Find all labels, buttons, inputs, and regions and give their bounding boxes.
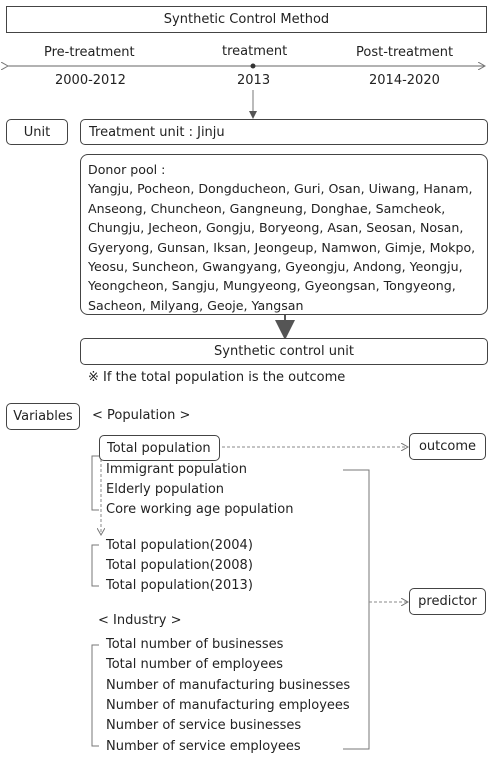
population-item: Core working age population: [106, 502, 294, 517]
variables-label: Variables: [13, 409, 73, 424]
industry-bracket: [92, 645, 99, 746]
donor-pool-line: Anseong, Chuncheon, Gangneung, Donghae, Samcheok,: [88, 200, 446, 216]
industry-item: Total number of businesses: [106, 637, 284, 652]
donor-pool-line: Yeosu, Suncheon, Gwangyang, Gyeongju, Andong, Yeongju,: [88, 259, 463, 275]
donor-pool-line: Yeongcheon, Sangju, Mungyeong, Gyeongsan, Tongyeong,: [88, 278, 456, 294]
lagged-item: Total population(2013): [106, 578, 253, 593]
donor-pool-box: [80, 154, 488, 315]
treatment-unit-text: Treatment unit : Jinju: [89, 124, 225, 140]
outcome-box: [409, 433, 486, 460]
industry-item: Total number of employees: [106, 657, 283, 672]
donor-pool-title: Donor pool :: [88, 162, 166, 177]
diagram-title: Synthetic Control Method: [163, 12, 330, 27]
synthetic-control-text: Synthetic control unit: [214, 344, 354, 359]
population-bracket: [92, 456, 99, 510]
treatment-unit-box: [80, 119, 488, 145]
post-treatment-years: 2014-2020: [369, 73, 440, 88]
industry-item: Number of manufacturing businesses: [106, 678, 351, 693]
treatment-year: 2013: [237, 73, 271, 88]
donor-pool-line: Sacheon, Milyang, Geoje, Yangsan: [88, 297, 304, 313]
lagged-item: Total population(2004): [106, 538, 253, 553]
title-box: [6, 6, 487, 33]
industry-header: < Industry >: [98, 613, 182, 628]
population-header: < Population >: [92, 408, 191, 423]
unit-label: Unit: [23, 124, 51, 140]
treatment-label: treatment: [222, 44, 288, 59]
predictor-box: [409, 588, 486, 615]
pre-treatment-label: Pre-treatment: [44, 45, 135, 60]
total-population-box: [99, 435, 220, 461]
donor-pool-line: Yangju, Pocheon, Dongducheon, Guri, Osan, Uiwang, Hanam,: [88, 181, 473, 197]
lagged-bracket: [92, 545, 99, 586]
treatment-point: [251, 64, 256, 69]
lagged-item: Total population(2008): [106, 558, 253, 573]
donor-pool-line: Chungju, Jecheon, Gongju, Boryeong, Asan, Seosan, Nosan,: [88, 220, 464, 236]
population-item: Immigrant population: [106, 462, 247, 477]
donor-pool-line: Gyeryong, Gunsan, Iksan, Jeongeup, Namwon, Gimje, Mokpo,: [88, 239, 476, 255]
pre-treatment-years: 2000-2012: [55, 73, 126, 88]
total-population-text: Total population: [107, 440, 211, 456]
synthetic-control-box: [80, 338, 488, 365]
variables-label-box: [6, 403, 80, 430]
post-treatment-label: Post-treatment: [356, 45, 454, 60]
industry-item: Number of service businesses: [106, 718, 302, 733]
unit-label-box: [6, 119, 68, 145]
industry-item: Number of manufacturing employees: [106, 698, 350, 713]
industry-item: Number of service employees: [106, 739, 301, 754]
population-item: Elderly population: [106, 482, 225, 497]
outcome-note: ※ If the total population is the outcome: [88, 370, 346, 385]
predictor-text: predictor: [418, 594, 477, 609]
outcome-text: outcome: [418, 439, 477, 454]
